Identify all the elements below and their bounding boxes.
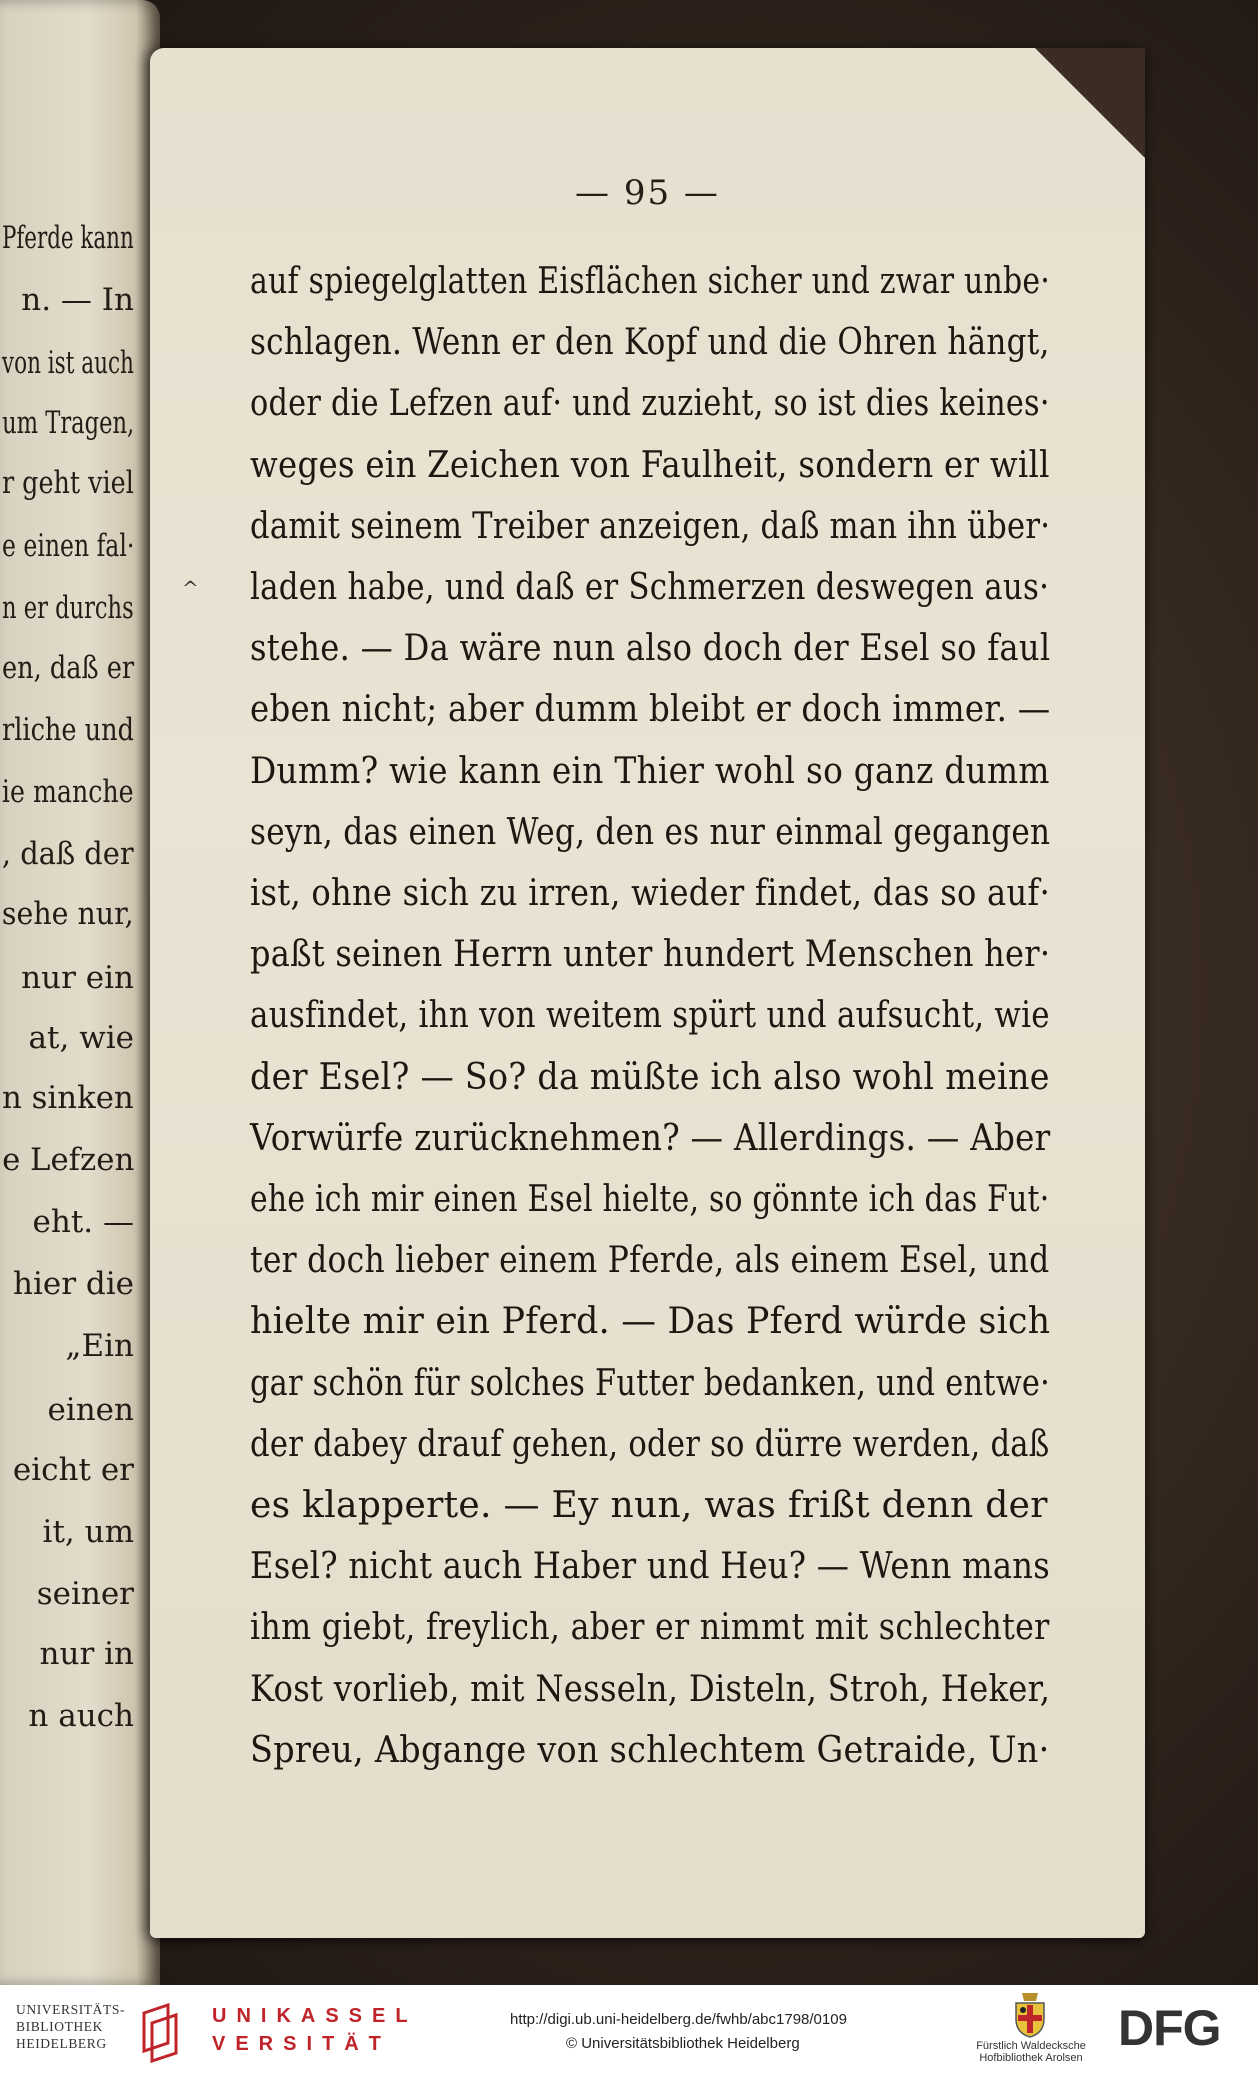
body-text-line: eben nicht; aber dumm bleibt er doch immer. — [250, 689, 1051, 730]
body-text-line: der dabey drauf gehen, oder so dürre werden, daß [250, 1424, 1050, 1465]
body-text-line: seyn, das einen Weg, den es nur einmal gegangen [250, 812, 1051, 853]
body-text-line: Spreu, Abgange von schlechtem Getraide, Un· [250, 1730, 1050, 1771]
library-line: HEIDELBERG [16, 2036, 107, 2051]
left-page-text-fragment: sehe nur, [2, 896, 134, 932]
left-page-text-fragment: einen [47, 1392, 134, 1428]
library-line: UNIVERSITÄTS- [16, 2002, 126, 2017]
institution-label [967, 2040, 1095, 2064]
left-page-text-fragment: nur ein [21, 960, 134, 996]
body-text-line: Dumm? wie kann ein Thier wohl so ganz dumm [250, 751, 1050, 792]
body-text-line: ausfindet, ihn von weitem spürt und aufsucht, wie [250, 995, 1050, 1036]
body-text-line: ter doch lieber einem Pferde, als einem Esel, und [250, 1240, 1050, 1281]
institution-line: Hofbibliothek Arolsen [979, 2052, 1083, 2064]
body-text-line: ehe ich mir einen Esel hielte, so gönnte ich das Fut· [250, 1179, 1050, 1220]
permalink-url[interactable]: http://digi.ub.uni-heidelberg.de/fwhb/abc1798/0109 [510, 2011, 847, 2028]
body-text-line: oder die Lefzen auf· und zuzieht, so ist dies keines· [250, 383, 1050, 424]
body-text-line: Vorwürfe zurücknehmen? — Allerdings. — Aber [250, 1118, 1051, 1159]
body-text-line: damit seinem Treiber anzeigen, daß man ihn über· [250, 506, 1051, 547]
page-number: — 95 — [575, 173, 720, 213]
page-corner-fold [1035, 48, 1145, 158]
coat-of-arms-icon [1010, 1991, 1050, 2039]
margin-mark: ^ [182, 576, 199, 600]
left-page-text-fragment: von ist auch [2, 345, 134, 381]
left-page-text-fragment: , daß der [2, 836, 134, 872]
left-page-text-fragment: Pferde kann [2, 220, 134, 256]
left-page-text-fragment: eht. — [32, 1204, 134, 1240]
body-text-line: stehe. — Da wäre nun also doch der Esel so faul [250, 628, 1051, 669]
left-page-text-fragment: eicht er [12, 1452, 134, 1488]
left-page [0, 0, 160, 1985]
left-page-text-fragment: it, um [42, 1514, 134, 1550]
library-line: BIBLIOTHEK [16, 2019, 103, 2034]
left-page-text-fragment: n. — In [21, 282, 134, 318]
body-text-line: paßt seinen Herrn unter hundert Menschen her· [250, 934, 1051, 975]
institution-line: Fürstlich Waldecksche [976, 2040, 1086, 2052]
left-page-text-fragment: n sinken [2, 1080, 134, 1116]
left-page-text-fragment: e Lefzen [1, 1142, 134, 1178]
body-text-line: hielte mir ein Pferd. — Das Pferd würde sich [250, 1301, 1051, 1342]
left-page-text-fragment: seiner [36, 1576, 134, 1612]
dfg-logo[interactable]: DFG [1118, 2000, 1221, 2056]
copyright-notice: © Universitätsbibliothek Heidelberg [566, 2035, 800, 2052]
left-page-text-fragment: rliche und [2, 712, 134, 748]
body-text-line: weges ein Zeichen von Faulheit, sondern er will [250, 445, 1050, 486]
body-text-line: gar schön für solches Futter bedanken, und entwe· [250, 1363, 1051, 1404]
uni-kassel-line1[interactable]: UNIKASSEL [212, 2005, 418, 2027]
left-page-text-fragment: n auch [28, 1698, 134, 1734]
body-text-line: laden habe, und daß er Schmerzen deswegen aus· [250, 567, 1050, 608]
left-page-text-fragment: at, wie [28, 1020, 134, 1056]
right-page [150, 48, 1145, 1938]
left-page-text-fragment: um Tragen, [1, 405, 134, 441]
body-text-line: Kost vorlieb, mit Nesseln, Disteln, Stroh, Heker, [250, 1669, 1051, 1710]
body-text-line: ihm giebt, freylich, aber er nimmt mit schlechter [250, 1607, 1050, 1648]
footer-bar [0, 1985, 1258, 2075]
body-text-line: Esel? nicht auch Haber und Heu? — Wenn mans [250, 1546, 1051, 1587]
left-page-text-fragment: hier die [12, 1266, 134, 1302]
body-text-line: ist, ohne sich zu irren, wieder findet, das so auf· [250, 873, 1051, 914]
left-page-text-fragment: e einen fal· [1, 528, 134, 564]
body-text-line: auf spiegelglatten Eisflächen sicher und zwar unbe· [250, 261, 1051, 302]
body-text-line: es klapperte. — Ey nun, was frißt denn der [250, 1485, 1048, 1526]
uni-kassel-line2[interactable]: VERSITÄT [212, 2033, 391, 2055]
left-page-text-fragment: nur in [39, 1636, 134, 1672]
uni-heidelberg-logo[interactable] [16, 2001, 125, 2052]
uni-kassel-mark-icon [138, 2003, 182, 2063]
left-page-text-fragment: en, daß er [1, 650, 134, 686]
body-text-line: der Esel? — So? da müßte ich also wohl meine [250, 1057, 1050, 1098]
left-page-text-fragment: r geht viel [2, 465, 134, 501]
body-text-line: schlagen. Wenn er den Kopf und die Ohren hängt, [250, 322, 1050, 363]
left-page-text-fragment: n er durchs [2, 590, 134, 626]
left-page-text-fragment: ie manche [2, 774, 134, 810]
left-page-text-fragment: „Ein [65, 1328, 134, 1364]
